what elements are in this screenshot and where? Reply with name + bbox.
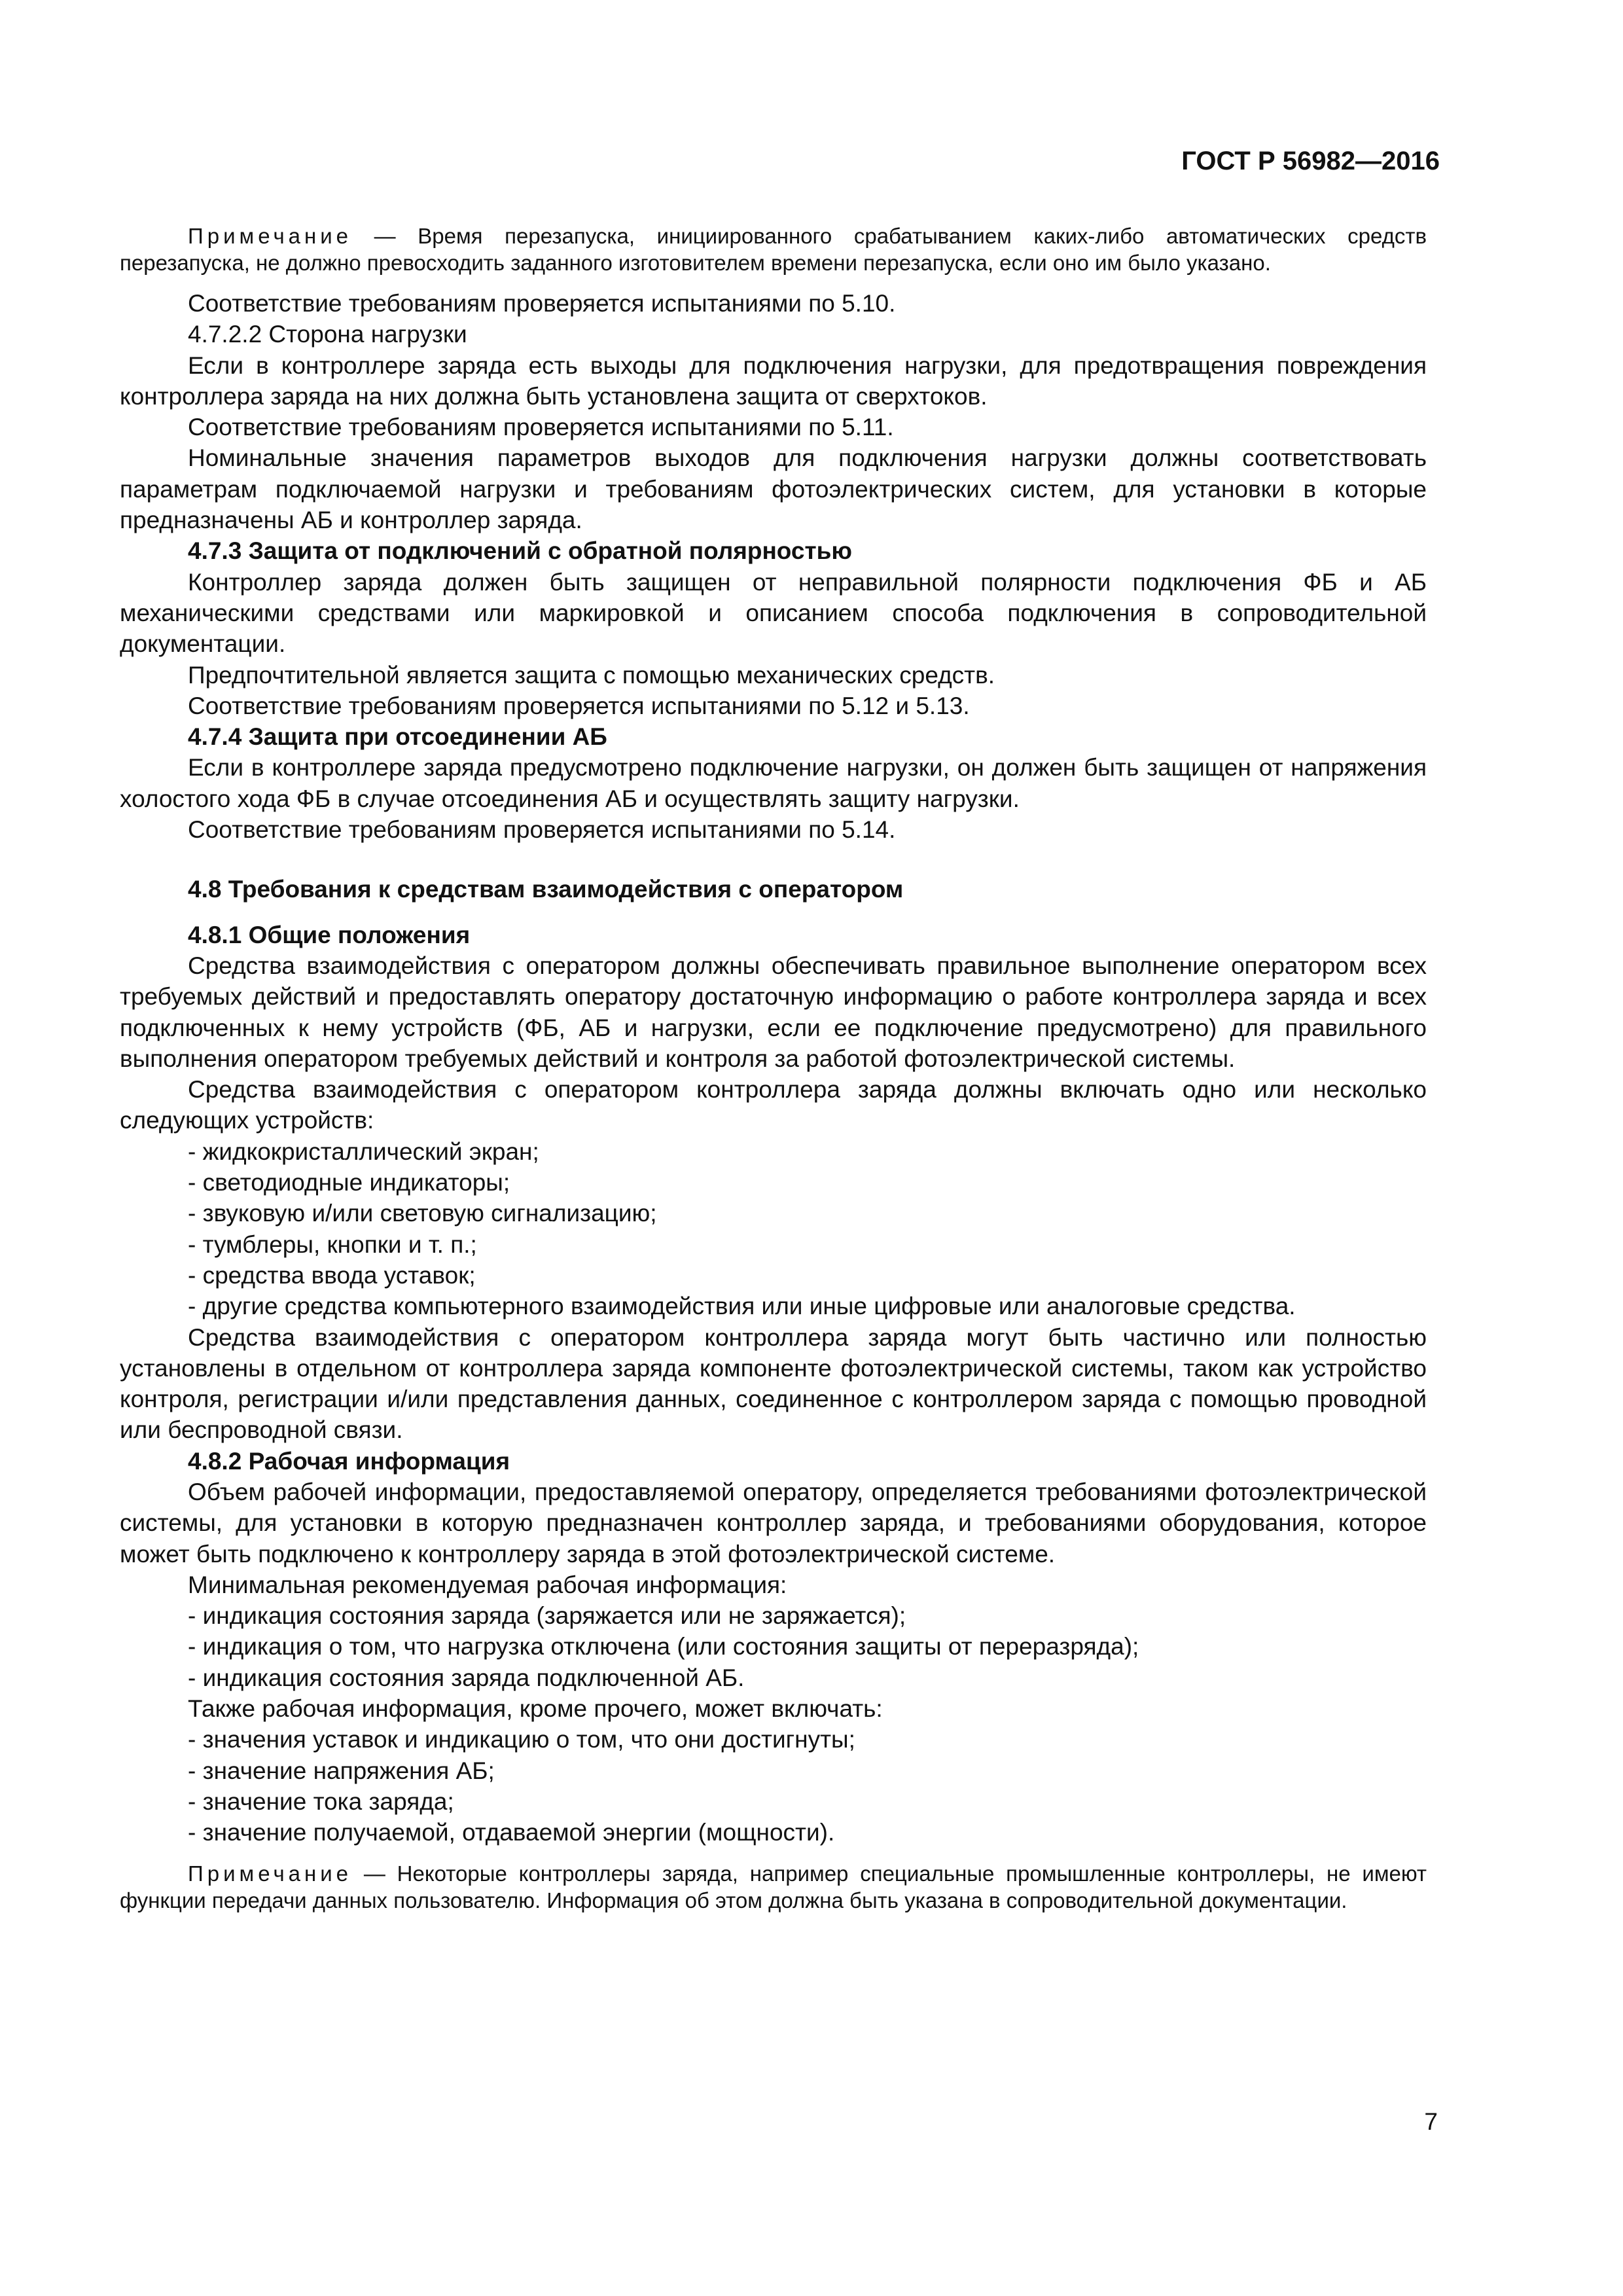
paragraph: Контроллер заряда должен быть защищен от неправильной полярности подключения ФБ и АБ механическими средствами или маркировкой и описанием способа подключения в сопроводительной документации. xyxy=(120,568,1427,658)
paragraph: Объем рабочей информации, предоставляемой оператору, определяется требованиями фотоэлектрической системы, для установки в которую предназначен контроллер заряда, и требованиями оборудования, которое может быть подключено к контроллеру заряда в этой фотоэлектрической системе. xyxy=(120,1478,1427,1568)
section-heading-4-7-3: 4.7.3 Защита от подключений с обратной полярностью xyxy=(188,537,852,565)
paragraph: Соответствие требованиям проверяется испытаниями по 5.14. xyxy=(188,816,896,844)
subclause-heading: 4.7.2.2 Сторона нагрузки xyxy=(188,321,467,348)
section-heading-4-8-2: 4.8.2 Рабочая информация xyxy=(188,1447,510,1475)
standard-designation: ГОСТ Р 56982—2016 xyxy=(1181,147,1440,175)
paragraph: Если в контроллере заряда есть выходы для подключения нагрузки, для предотвращения повреждения контроллера заряда на них должна быть установлена защита от сверхтоков. xyxy=(120,351,1427,410)
paragraph: Также рабочая информация, кроме прочего, может включать: xyxy=(188,1695,883,1723)
list-item: - значение тока заряда; xyxy=(188,1787,454,1815)
list-item: - другие средства компьютерного взаимодействия или иные цифровые или аналоговые средства. xyxy=(188,1293,1296,1320)
note-2 xyxy=(120,1860,1427,1914)
paragraph: Минимальная рекомендуемая рабочая информация: xyxy=(188,1571,787,1598)
spacer xyxy=(120,905,1427,920)
paragraph: Средства взаимодействия с оператором должны обеспечивать правильное выполнение оператором всех требуемых действий и предоставлять оператору достаточную информацию о работе контроллера заряда и всех подключенных к нему устройств (ФБ, АБ и нагрузки, если ее подключение предусмотрено) для правильного выполнения оператором требуемых действий и контроля за работой фотоэлектрической системы. xyxy=(120,952,1427,1072)
paragraph: Соответствие требованиям проверяется испытаниями по 5.10. xyxy=(188,290,896,317)
note-1-label: Примечание xyxy=(188,224,353,248)
section-heading-4-7-4: 4.7.4 Защита при отсоединении АБ xyxy=(188,723,607,751)
list-item: - средства ввода уставок; xyxy=(188,1261,476,1289)
paragraph: Номинальные значения параметров выходов для подключения нагрузки должны соответствовать параметрам подключаемой нагрузки и требованиям фотоэлектрических систем, для установки в которые предназначены АБ и контроллер заряда. xyxy=(120,444,1427,534)
paragraph: Соответствие требованиям проверяется испытаниями по 5.12 и 5.13. xyxy=(188,692,970,719)
spacer xyxy=(120,276,1427,288)
list-item: - тумблеры, кнопки и т. п.; xyxy=(188,1230,477,1258)
note-1-text: — Время перезапуска, инициированного срабатыванием каких-либо автоматических средств перезапуска, не должно превосходить заданного изготовителем времени перезапуска, если оно им было указано. xyxy=(120,224,1427,275)
spacer xyxy=(120,1848,1427,1860)
list-item: - значения уставок и индикацию о том, что они достигнуты; xyxy=(188,1726,855,1753)
spacer xyxy=(120,845,1427,874)
note-1 xyxy=(120,223,1427,276)
list-item: - индикация состояния заряда (заряжается или не заряжается); xyxy=(188,1602,906,1630)
list-item: - светодиодные индикаторы; xyxy=(188,1169,510,1196)
paragraph: Предпочтительной является защита с помощью механических средств. xyxy=(188,661,995,689)
section-heading-4-8-1: 4.8.1 Общие положения xyxy=(188,921,471,948)
note-2-label: Примечание xyxy=(188,1861,353,1886)
list-item: - звуковую и/или световую сигнализацию; xyxy=(188,1200,657,1227)
paragraph: Если в контроллере заряда предусмотрено подключение нагрузки, он должен быть защищен от напряжения холостого хода ФБ в случае отсоединения АБ и осуществлять защиту нагрузки. xyxy=(120,754,1427,812)
list-item: - индикация о том, что нагрузка отключена (или состояния защиты от переразряда); xyxy=(188,1633,1139,1660)
page-number: 7 xyxy=(1424,2108,1438,2135)
paragraph: Соответствие требованиям проверяется испытаниями по 5.11. xyxy=(188,414,894,441)
page-content xyxy=(120,223,1427,1914)
section-heading-4-8: 4.8 Требования к средствам взаимодействия с оператором xyxy=(188,876,904,903)
list-item: - индикация состояния заряда подключенной АБ. xyxy=(188,1664,745,1691)
list-item: - значение напряжения АБ; xyxy=(188,1757,495,1784)
paragraph: Средства взаимодействия с оператором контроллера заряда могут быть частично или полностью установлены в отдельном от контроллера заряда компоненте фотоэлектрической системы, таком как устройство контроля, регистрации и/или представления данных, соединенное с контроллером заряда с помощью проводной или беспроводной связи. xyxy=(120,1323,1427,1444)
list-item: - жидкокристаллический экран; xyxy=(188,1138,539,1165)
paragraph: Средства взаимодействия с оператором контроллера заряда должны включать одно или несколько следующих устройств: xyxy=(120,1076,1427,1134)
note-2-text: — Некоторые контроллеры заряда, например специальные промышленные контроллеры, не имеют функции передачи данных пользователю. Информация об этом должна быть указана в сопроводительной документации. xyxy=(120,1861,1427,1912)
list-item: - значение получаемой, отдаваемой энергии (мощности). xyxy=(188,1819,835,1846)
